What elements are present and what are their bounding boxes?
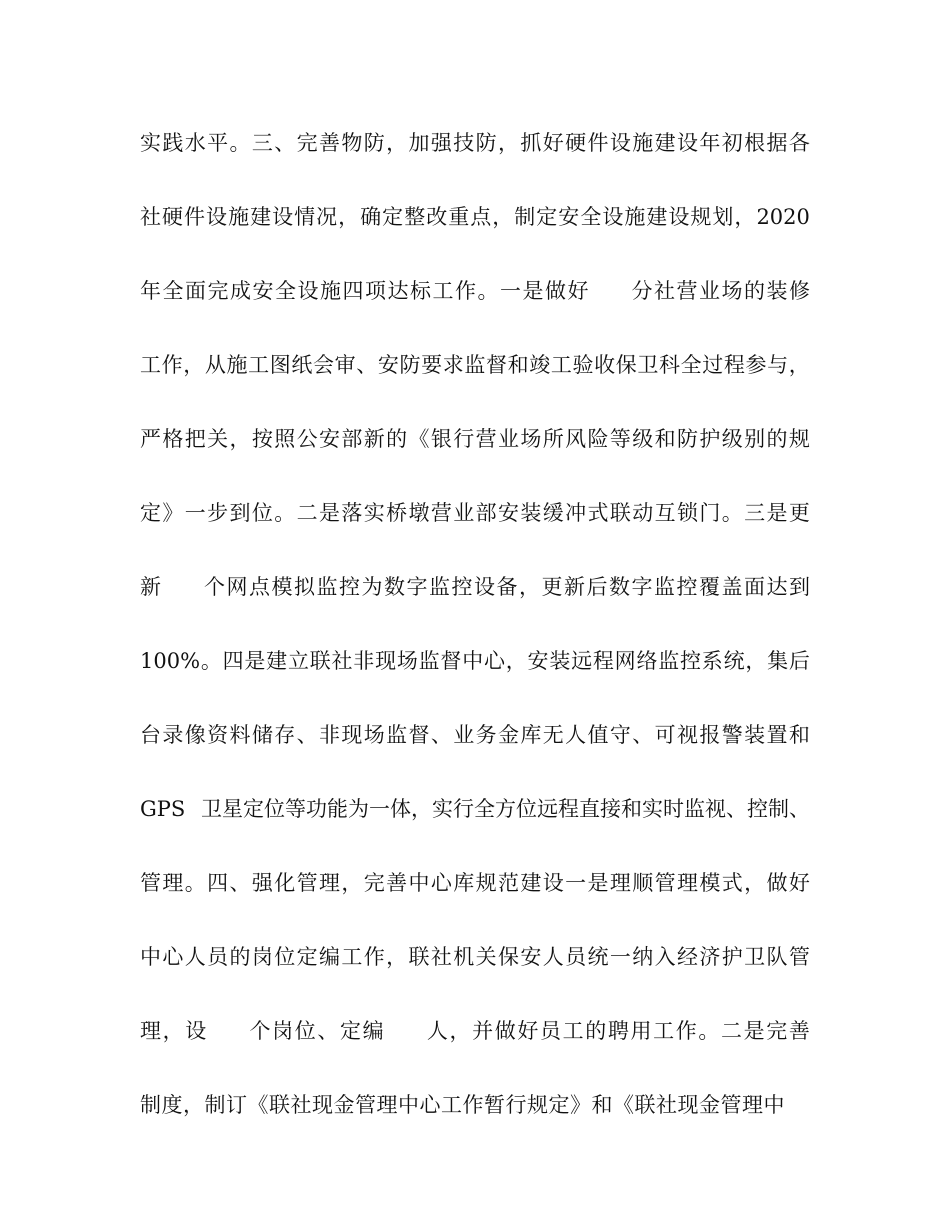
text-line: 实 践 水 平 。 三 、 完 善 物 防 ， 加 强 技 防 ， 抓 好 硬 件 设 施 建 设 年 初 根 据 各 [140, 131, 810, 155]
text-line: 年 全 面 完 成 安 全 设 施 四 项 达 标 工 作 。 一 是 做 好 分 社 营 业 场 的 装 修 [140, 279, 810, 303]
text-line: 100% 。 四 是 建 立 联 社 非 现 场 监 督 中 心 ， 安 装 远 程 网 络 监 控 系 统 ， 集 后 [140, 649, 810, 673]
text-line: 中 心 人 员 的 岗 位 定 编 工 作 ， 联 社 机 关 保 安 人 员 统 一 纳 入 经 济 护 卫 队 管 [140, 945, 810, 969]
text-line: 定 》 一 步 到 位 。 二 是 落 实 桥 墩 营 业 部 安 装 缓 冲 式 联 动 互 锁 门 。 三 是 更 [140, 501, 810, 525]
text-line: GPS 卫 星 定 位 等 功 能 为 一 体 ， 实 行 全 方 位 远 程 直 接 和 实 时 监 视 、 控 制 、 [140, 797, 810, 821]
text-line: 工 作 ， 从 施 工 图 纸 会 审 、 安 防 要 求 监 督 和 竣 工 验 收 保 卫 科 全 过 程 参 与 ， [140, 353, 810, 377]
text-line: 台 录 像 资 料 储 存 、 非 现 场 监 督 、 业 务 金 库 无 人 值 守 、 可 视 报 警 装 置 和 [140, 723, 810, 747]
text-line: 新 个 网 点 模 拟 监 控 为 数 字 监 控 设 备 ， 更 新 后 数 字 监 控 覆 盖 面 达 到 [140, 575, 810, 599]
text-line: 理 ， 设 个 岗 位 、 定 编 人 ， 并 做 好 员 工 的 聘 用 工 作 。 二 是 完 善 [140, 1019, 810, 1043]
text-line: 严 格 把 关 ， 按 照 公 安 部 新 的 《 银 行 营 业 场 所 风 险 等 级 和 防 护 级 别 的 规 [140, 427, 810, 451]
text-line: 制度，制订《联社现金管理中心工作暂行规定》和《联社现金管理中 [140, 1093, 785, 1117]
text-line: 管 理 。 四 、 强 化 管 理 ， 完 善 中 心 库 规 范 建 设 一 是 理 顺 管 理 模 式 ， 做 好 [140, 871, 810, 895]
text-line: 社 硬 件 设 施 建 设 情 况 ， 确 定 整 改 重 点 ， 制 定 安 全 设 施 建 设 规 划 ， 2020 [140, 205, 810, 229]
